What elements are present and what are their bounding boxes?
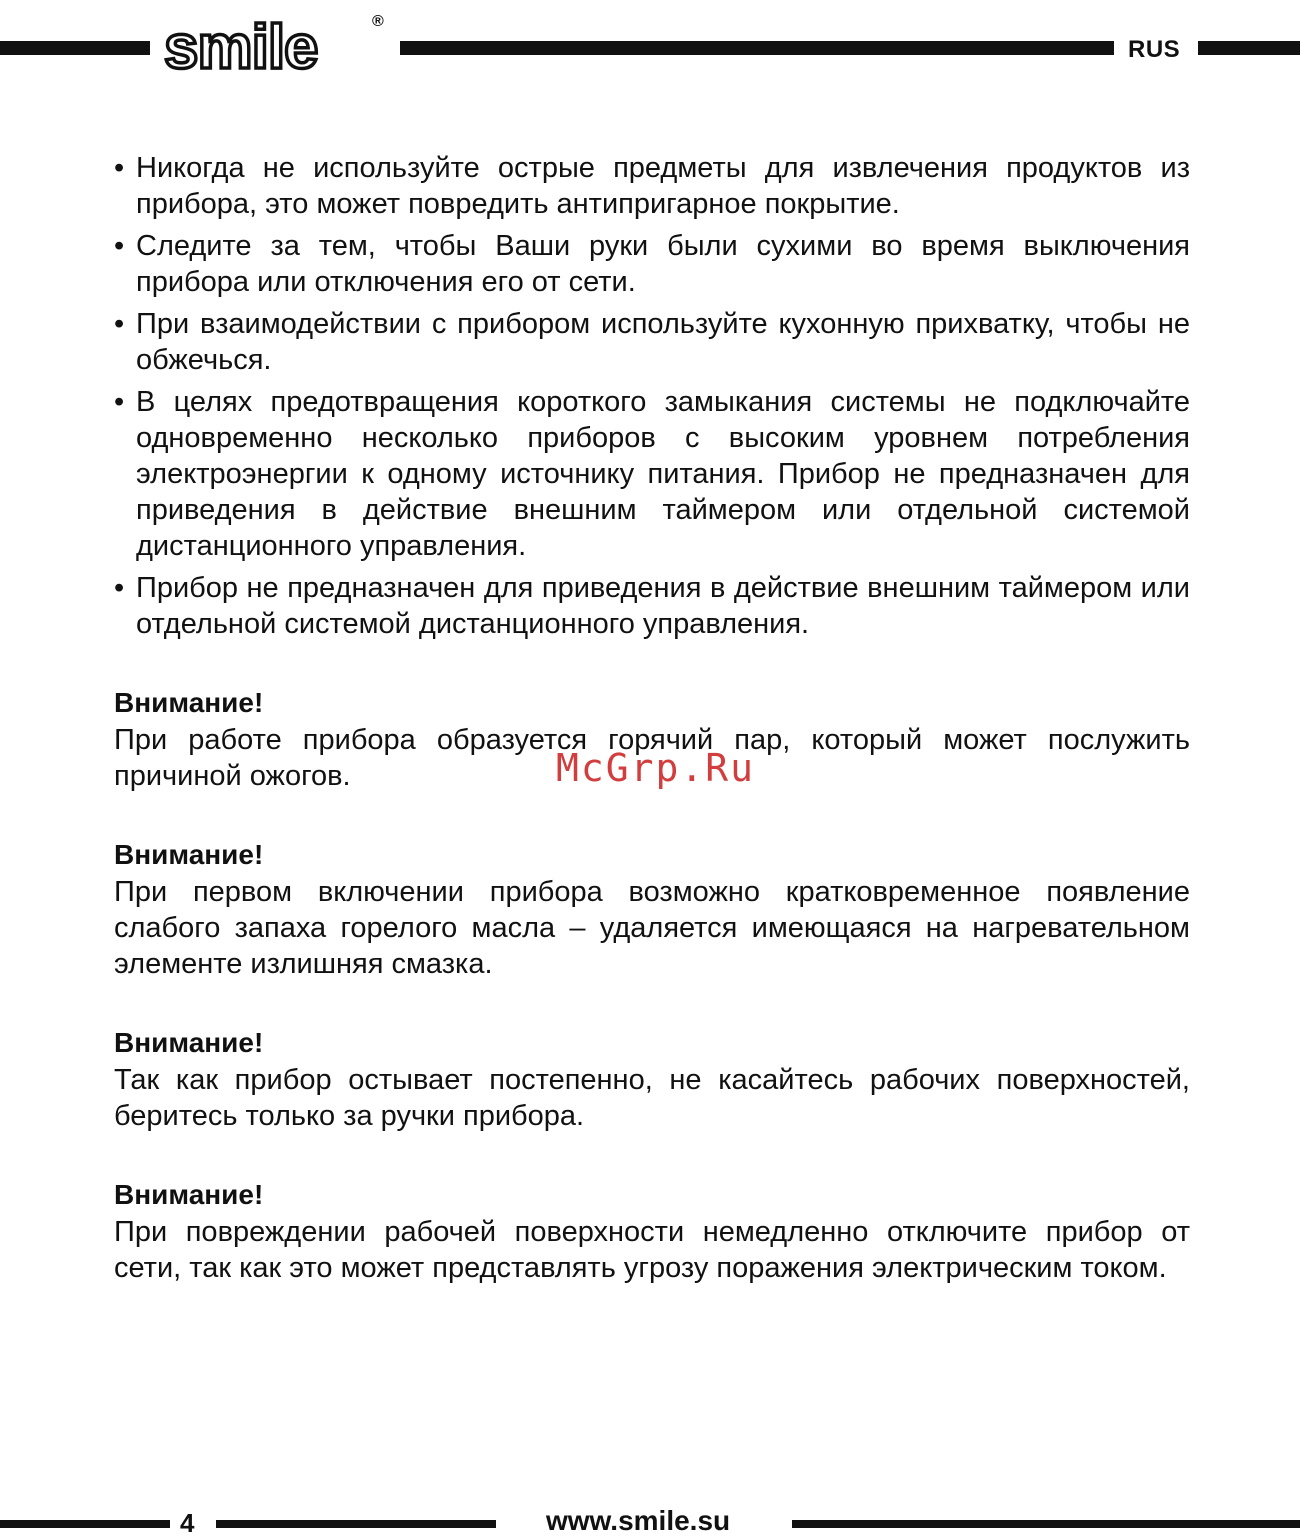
safety-bullet-list <box>114 150 1190 642</box>
website-url: www.smile.su <box>546 1505 731 1536</box>
trademark-symbol: ® <box>372 13 384 30</box>
bullet-marker: • <box>114 386 125 418</box>
list-item <box>114 384 1190 564</box>
list-item <box>114 150 1190 222</box>
list-item-text: В целях предотвращения короткого замыкания системы не подключайте одновременно несколько приборов с высоким уровнем потребления электроэнергии к одному источнику питания. Прибор не предназначен для приведения в действие внешним таймером или отдельной системой дистанционного управления. <box>136 386 1190 562</box>
list-item <box>114 228 1190 300</box>
bullet-marker: • <box>114 308 125 340</box>
header-rule-middle <box>400 41 1114 55</box>
watermark: McGrp.Ru <box>556 746 756 790</box>
bullet-marker: • <box>114 230 125 262</box>
footer-rule-middle <box>216 1520 496 1528</box>
list-item-text: Никогда не используйте острые предметы для извлечения продуктов из прибора, это может повредить антипригарное покрытие. <box>136 152 1190 220</box>
warning-text: При повреждении рабочей поверхности немедленно отключите прибор от сети, так как это может представлять угрозу поражения электрическим током. <box>114 1216 1190 1284</box>
warning-block <box>114 838 1190 982</box>
footer-rule-right <box>792 1520 1300 1528</box>
header-rule-left <box>0 41 150 55</box>
warning-title: Внимание! <box>114 839 264 870</box>
bullet-marker: • <box>114 152 125 184</box>
list-item-text: Прибор не предназначен для приведения в действие внешним таймером или отдельной системой дистанционного управления. <box>136 572 1190 640</box>
warning-block <box>114 1026 1190 1134</box>
page-content <box>114 150 1190 1286</box>
warning-block <box>114 1178 1190 1286</box>
warning-text: Так как прибор остывает постепенно, не касайтесь рабочих поверхностей, беритесь только за ручки прибора. <box>114 1064 1190 1132</box>
warning-text: При работе прибора образуется горячий пар, который может послужить причиной ожогов. <box>114 724 1190 792</box>
list-item-text: Следите за тем, чтобы Ваши руки были сухими во время выключения прибора или отключения его от сети. <box>136 230 1190 298</box>
list-item <box>114 570 1190 642</box>
smile-logo <box>160 2 390 78</box>
page-number: 4 <box>180 1508 195 1538</box>
warning-text: При первом включении прибора возможно кратковременное появление слабого запаха горелого масла – удаляется имеющаяся на нагревательном элементе излишняя смазка. <box>114 876 1190 980</box>
smile-logo-wordmark: smile <box>164 13 318 78</box>
bullet-marker: • <box>114 572 125 604</box>
footer-rule-left <box>0 1520 170 1528</box>
list-item <box>114 306 1190 378</box>
list-item-text: При взаимодействии с прибором используйте кухонную прихватку, чтобы не обжечься. <box>136 308 1190 376</box>
header-rule-right <box>1198 41 1300 55</box>
warning-title: Внимание! <box>114 1027 264 1058</box>
warning-title: Внимание! <box>114 1179 264 1210</box>
language-label: RUS <box>1128 36 1181 63</box>
warning-title: Внимание! <box>114 687 264 718</box>
